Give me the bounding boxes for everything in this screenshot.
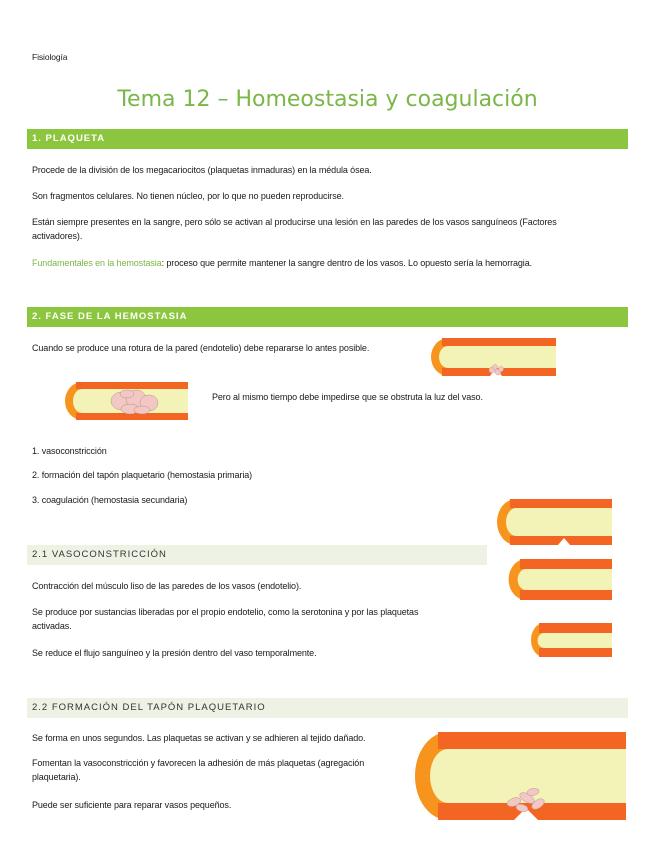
paragraph-line: plaquetaria).	[32, 772, 81, 782]
paragraph-line: Fomentan la vasoconstricción y favorecen la adhesión de más plaquetas (agregación	[32, 758, 365, 768]
paragraph-line: activadores).	[32, 231, 83, 241]
paragraph-line: Están siempre presentes en la sangre, pero sólo se activan al producirse una lesión en las paredes de los vasos sanguíneos (Factores	[32, 217, 557, 227]
paragraph: Contracción del músculo liso de las paredes de los vasos (endotelio).	[32, 581, 302, 591]
paragraph	[32, 605, 482, 633]
section-heading-fase: 2. FASE DE LA HEMOSTASIA	[27, 307, 628, 327]
subsection-heading-tapon: 2.2 FORMACIÓN DEL TAPÓN PLAQUETARIO	[27, 698, 628, 718]
paragraph: Se reduce el flujo sanguíneo y la presión dentro del vaso temporalmente.	[32, 648, 317, 658]
list-item: 2. formación del tapón plaquetario (hemostasia primaria)	[32, 470, 253, 480]
paragraph: Pero al mismo tiempo debe impedirse que se obstruta la luz del vaso.	[212, 392, 483, 402]
platelet-plug-vessel-illustration	[414, 730, 628, 822]
section-heading-plaqueta: 1. PLAQUETA	[27, 129, 628, 149]
paragraph: Procede de la división de los megacariocitos (plaquetas inmaduras) en la médula ósea.	[32, 165, 372, 175]
damaged-vessel-illustration	[430, 336, 558, 378]
paragraph: Son fragmentos celulares. No tienen núcleo, por lo que no pueden reproducirse.	[32, 191, 344, 201]
list-item: 1. vasoconstricción	[32, 446, 107, 456]
vessel-narrowing-illustration	[508, 558, 614, 602]
paragraph-rest: : proceso que permite mantener la sangre dentro de los vasos. Lo opuesto sería la hemorragia.	[161, 258, 533, 268]
vessel-constricted-illustration	[530, 622, 614, 658]
paragraph: Puede ser suficiente para reparar vasos pequeños.	[32, 800, 232, 810]
paragraph	[32, 215, 632, 243]
paragraph-line: Se produce por sustancias liberadas por el propio endotelio, como la serotonina y por las plaquetas	[32, 607, 419, 617]
paragraph: Se forma en unos segundos. Las plaquetas se activan y se adhieren al tejido dañado.	[32, 733, 366, 743]
highlighted-term: Fundamentales en la hemostasia	[32, 258, 162, 268]
document-header: Fisiología	[32, 52, 68, 62]
list-item: 3. coagulación (hemostasia secundaria)	[32, 495, 188, 505]
paragraph-line: activadas.	[32, 621, 72, 631]
paragraph	[32, 256, 532, 270]
vessel-wide-illustration	[496, 498, 614, 548]
subsection-heading-vasoconstriccion: 2.1 VASOCONSTRICCIÓN	[27, 545, 487, 565]
paragraph	[32, 756, 412, 784]
paragraph: Cuando se produce una rotura de la pared (endotelio) debe repararse lo antes posible.	[32, 343, 370, 353]
page-title: Tema 12 – Homeostasia y coagulación	[117, 87, 538, 112]
clotted-vessel-illustration	[64, 381, 190, 421]
